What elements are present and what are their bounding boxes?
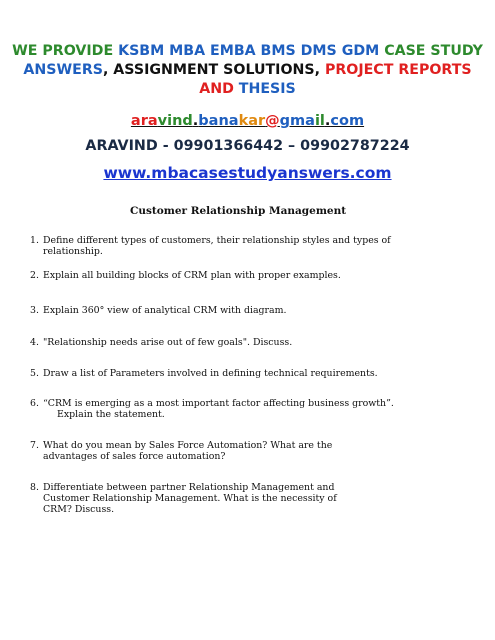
banner-segment: THESIS bbox=[238, 81, 296, 97]
banner-line-3 bbox=[10, 80, 485, 99]
banner-segment: AND bbox=[199, 81, 239, 97]
email-part: com bbox=[330, 113, 365, 129]
question-item bbox=[30, 368, 450, 379]
question-item bbox=[30, 398, 450, 420]
banner-segment: KSBM MBA EMBA BMS DMS GDM bbox=[118, 43, 385, 59]
question-number: 3. bbox=[30, 305, 39, 316]
email-part: il bbox=[314, 113, 325, 129]
email-part: ara bbox=[130, 113, 158, 129]
banner-segment: CASE STUDY bbox=[384, 43, 483, 59]
question-item bbox=[30, 305, 450, 316]
question-text: Explain all building blocks of CRM plan with proper examples. bbox=[43, 270, 341, 281]
email-part: . bbox=[192, 113, 199, 129]
banner-segment: PROJECT REPORTS bbox=[324, 62, 472, 78]
question-number: 8. bbox=[30, 482, 39, 493]
question-number: 7. bbox=[30, 440, 39, 451]
question-text: advantages of sales force automation? bbox=[43, 451, 226, 462]
question-number: 2. bbox=[30, 270, 39, 281]
email-part: kar bbox=[238, 113, 266, 129]
banner-segment: , ASSIGNMENT SOLUTIONS, bbox=[102, 62, 325, 78]
question-text: “CRM is emerging as a most important factor affecting business growth”. bbox=[43, 398, 394, 409]
email-part: . bbox=[324, 113, 331, 129]
question-text: Draw a list of Parameters involved in defining technical requirements. bbox=[43, 368, 378, 379]
email-part: @ bbox=[265, 113, 280, 129]
banner-segment: WE PROVIDE bbox=[12, 43, 119, 59]
question-item bbox=[30, 337, 450, 348]
question-item bbox=[30, 440, 422, 462]
email-part: bana bbox=[198, 113, 239, 129]
email-part: vind bbox=[157, 113, 193, 129]
banner-line-2 bbox=[10, 61, 485, 80]
phone-numbers: ARAVIND - 09901366442 – 09902787224 bbox=[85, 138, 410, 154]
question-text: "Relationship needs arise out of few goals". Discuss. bbox=[43, 337, 293, 348]
question-text: Customer Relationship Management. What is the necessity of bbox=[43, 493, 337, 504]
question-number: 4. bbox=[30, 337, 39, 348]
question-text: What do you mean by Sales Force Automation? What are the bbox=[43, 440, 333, 451]
promo-banner bbox=[10, 42, 485, 99]
question-number: 5. bbox=[30, 368, 39, 379]
question-text: CRM? Discuss. bbox=[43, 504, 115, 515]
question-item bbox=[30, 270, 450, 281]
document-title: Customer Relationship Management bbox=[130, 205, 347, 217]
banner-segment: ANSWERS bbox=[23, 62, 103, 78]
email-part: gma bbox=[279, 113, 315, 129]
email-link[interactable] bbox=[0, 113, 495, 129]
question-number: 6. bbox=[30, 398, 39, 409]
question-item bbox=[30, 482, 410, 515]
question-item bbox=[30, 235, 450, 257]
question-text: Explain the statement. bbox=[57, 409, 165, 420]
banner-line-1 bbox=[10, 42, 485, 61]
question-number: 1. bbox=[30, 235, 39, 246]
question-text: Explain 360° view of analytical CRM with diagram. bbox=[43, 305, 287, 316]
question-text: Differentiate between partner Relationship Management and bbox=[43, 482, 335, 493]
website-link[interactable]: www.mbacasestudyanswers.com bbox=[103, 164, 392, 182]
question-text: Define different types of customers, their relationship styles and types of relationship. bbox=[43, 235, 391, 257]
